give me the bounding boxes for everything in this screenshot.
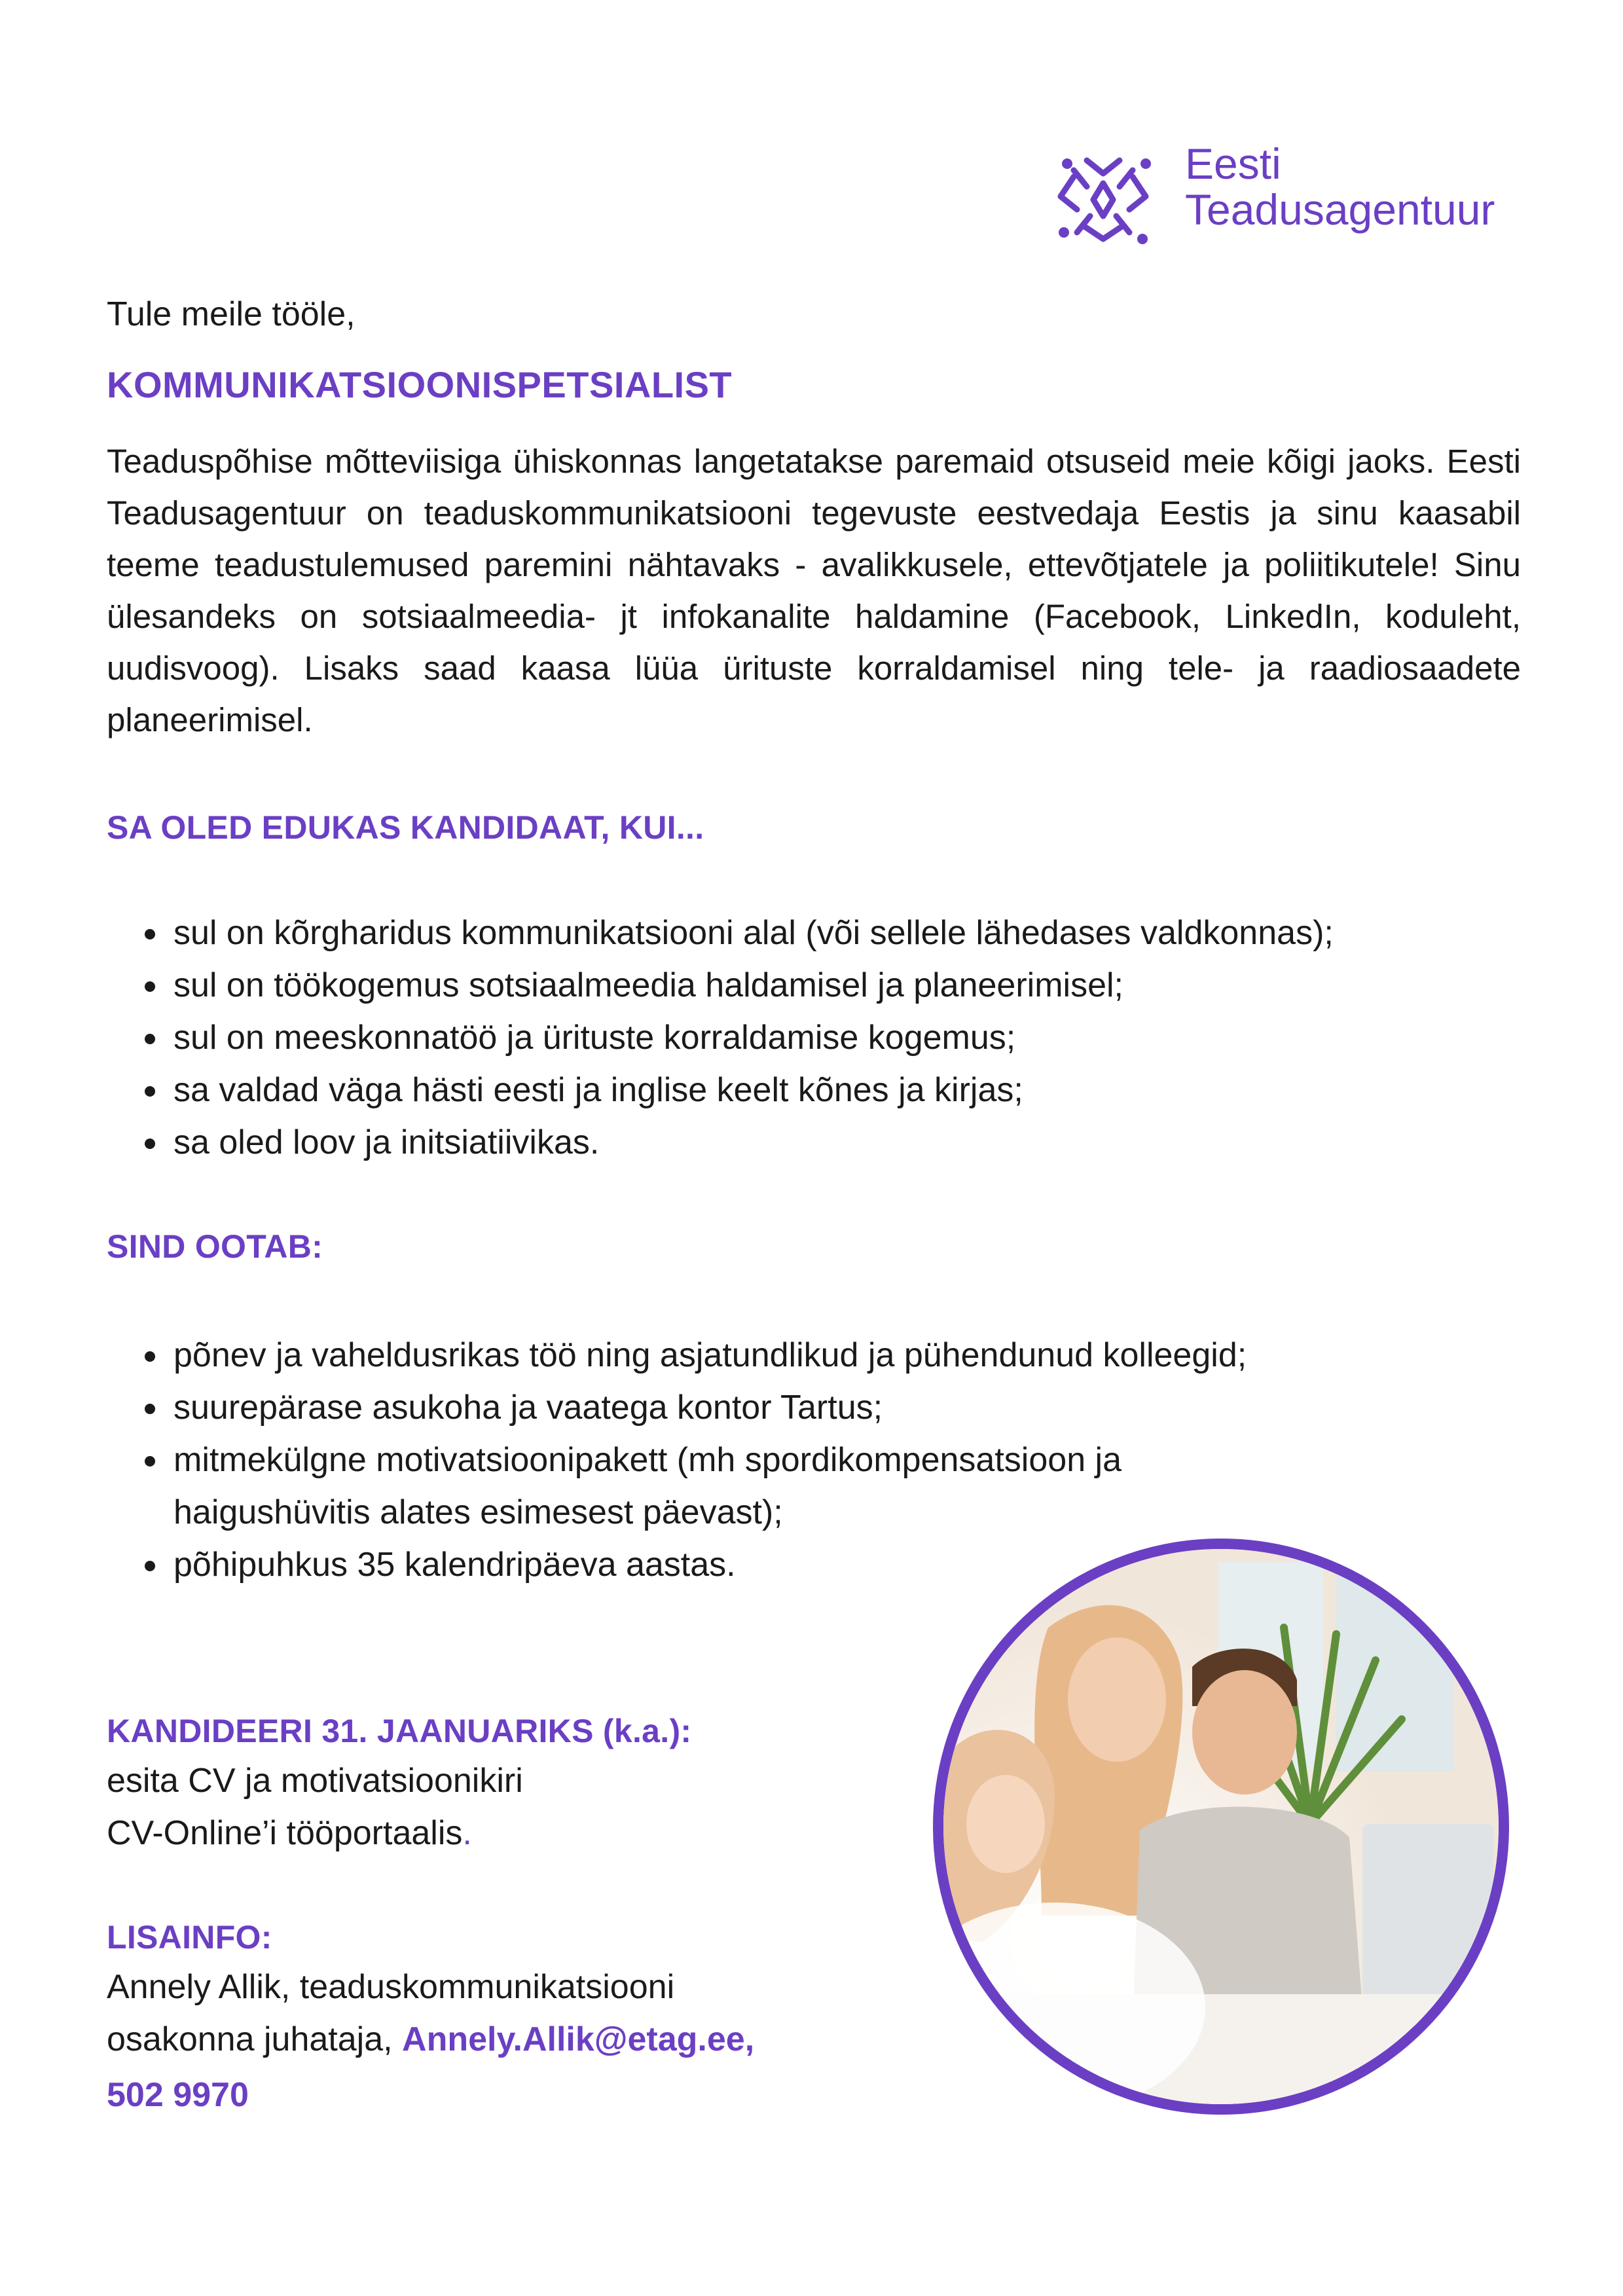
bullet-icon [145,981,155,992]
list-item: sul on töökogemus sotsiaalmeedia haldamisel ja planeerimisel; [107,959,1547,1011]
offer-heading: SIND OOTAB: [107,1228,323,1265]
apply-heading: KANDIDEERI 31. JAANUARIKS (k.a.): [107,1713,692,1749]
list-item: sa oled loov ja initsiatiivikas. [107,1116,1547,1169]
intro-paragraph: Teaduspõhise mõtteviisiga ühiskonnas langetatakse paremaid otsuseid meie kõigi jaoks. Eesti Teadusagentuur on teaduskommunikatsiooni tegevuste eestvedaja Eestis ja sinu kaasabil teeme teadustulemused paremini nähtavaks - avalikkusele, ettevõtjatele ja poliitikutele! Sinu ülesandeks on sotsiaalmeedia- jt infokanalite haldamine (Facebook, LinkedIn, koduleht, uudisvoog). Lisaks saad kaasa lüüa ürituste korraldamisel ning tele- ja raadiosaadete planeerimisel. [107,443,1521,738]
list-item: mitmekülgne motivatsioonipakett (mh spordikompensatsioon ja haigushüvitis alates esimesest päevast); [107,1434,1285,1539]
bullet-icon [145,1034,155,1044]
logo [1048,141,1532,252]
team-photo-image [933,1539,1509,2115]
bullet-icon [145,1404,155,1414]
bullet-icon [145,1561,155,1571]
contact-phone[interactable]: 502 9970 [107,2076,249,2114]
list-item: sul on meeskonnatöö ja ürituste korraldamise kogemus; [107,1011,1547,1064]
list-item: sa valdad väga hästi eesti ja inglise keelt kõnes ja kirjas; [107,1064,1547,1116]
offer-list [107,1329,1285,1591]
logo-line2: Teadusagentuur [1185,185,1495,234]
bullet-icon [145,1456,155,1467]
contact-email-link[interactable]: Annely.Allik@etag.ee, [402,2020,755,2058]
requirements-heading: SA OLED EDUKAS KANDIDAAT, KUI... [107,809,704,846]
greeting: Tule meile tööle, [107,295,356,333]
bullet-icon [145,929,155,939]
star-ribbon-logo-icon [1048,147,1159,252]
list-item: põhipuhkus 35 kalendripäeva aastas. [107,1539,1285,1591]
info-heading: LISAINFO: [107,1919,272,1956]
requirements-list [107,907,1547,1169]
team-photo-illustration [943,1549,1499,2104]
job-title: KOMMUNIKATSIOONISPETSIALIST [107,364,733,405]
bullet-icon [145,1086,155,1097]
apply-text-line2: CV-Online’i tööportaalis. [107,1814,472,1852]
list-item: sul on kõrgharidus kommunikatsiooni alal (või sellele lähedases valdkonnas); [107,907,1547,959]
list-item: põnev ja vaheldusrikas töö ning asjatundlikud ja pühendunud kolleegid; [107,1329,1285,1381]
logo-text [1185,141,1495,232]
contact-role: osakonna juhataja, Annely.Allik@etag.ee, [107,2020,755,2058]
contact-name: Annely Allik, teaduskommunikatsiooni [107,1968,675,2006]
apply-text-line1: esita CV ja motivatsioonikiri [107,1762,523,1800]
list-item: suurepärase asukoha ja vaatega kontor Tartus; [107,1381,1285,1434]
bullet-icon [145,1351,155,1362]
bullet-icon [145,1139,155,1149]
logo-line1: Eesti [1185,139,1281,188]
